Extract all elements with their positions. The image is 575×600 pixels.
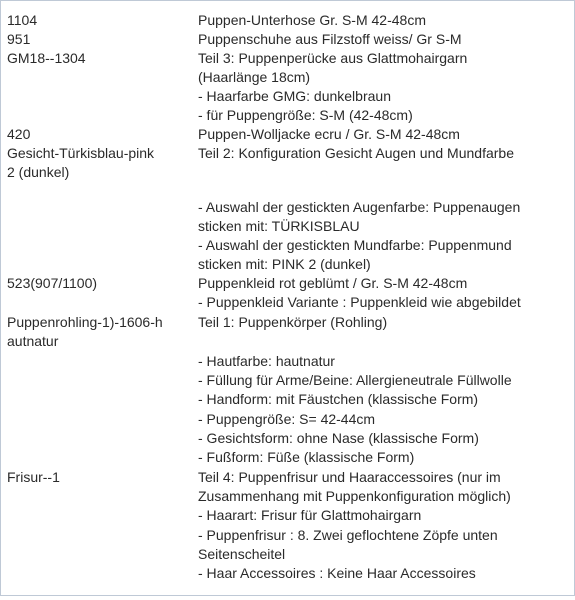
item-description-line: - Gesichtsform: ohne Nase (klassische Form) (198, 430, 479, 446)
item-description-line: - Handform: mit Fäustchen (klassische Form) (198, 391, 479, 407)
item-code: Gesicht-Türkisblau-pink (7, 145, 155, 161)
item-description-line: Puppen-Wolljacke ecru / Gr. S-M 42-48cm (198, 126, 460, 142)
item-description-line: - für Puppengröße: S-M (42-48cm) (198, 107, 413, 123)
item-description-line: - Haar Accessoires : Keine Haar Accessoires (198, 565, 476, 581)
item-description-line: - Fußform: Füße (klassische Form) (198, 449, 415, 465)
item-code-continued: 2 (dunkel) (7, 164, 70, 180)
item-code: 523(907/1100) (7, 275, 98, 291)
item-description-line: - Haarfarbe GMG: dunkelbraun (198, 88, 391, 104)
item-code-continued: autnatur (7, 333, 59, 349)
item-code: Puppenrohling-1)-1606-h (7, 314, 163, 330)
item-description-line: sticken mit: PINK 2 (dunkel) (198, 256, 371, 272)
item-description-line: Teil 1: Puppenkörper (Rohling) (198, 314, 388, 330)
item-description-line: Puppenkleid rot geblümt / Gr. S-M 42-48cm (198, 275, 468, 291)
item-description-line: - Hautfarbe: hautnatur (198, 353, 335, 369)
item-code: 420 (7, 126, 31, 142)
item-description-line: Puppenschuhe aus Filzstoff weiss/ Gr S-M (198, 31, 462, 47)
item-description-line: - Puppenkleid Variante : Puppenkleid wie abgebildet (198, 294, 521, 310)
item-description-line: Puppen-Unterhose Gr. S-M 42-48cm (198, 12, 426, 28)
item-code: 1104 (7, 12, 38, 28)
item-description-line: - Haarart: Frisur für Glattmohairgarn (198, 507, 422, 523)
item-description-line: Teil 4: Puppenfrisur und Haaraccessoires (nur im (198, 469, 501, 485)
item-description-line: Seitenscheitel (198, 546, 286, 562)
item-code: Frisur--1 (7, 469, 60, 485)
item-description-line: Teil 2: Konfiguration Gesicht Augen und Mundfarbe (198, 145, 514, 161)
item-description-line: - Puppengröße: S= 42-44cm (198, 411, 376, 427)
item-code: 951 (7, 31, 31, 47)
item-description-line: - Füllung für Arme/Beine: Allergieneutrale Füllwolle (198, 372, 512, 388)
item-description-line: Zusammenhang mit Puppenkonfiguration möglich) (198, 488, 511, 504)
item-description-line: sticken mit: TÜRKISBLAU (198, 218, 360, 234)
item-description-line: - Auswahl der gestickten Augenfarbe: Puppenaugen (198, 199, 521, 215)
item-description-line: (Haarlänge 18cm) (198, 69, 311, 85)
item-description-line: Teil 3: Puppenperücke aus Glattmohairgarn (198, 50, 468, 66)
item-description-line: - Auswahl der gestickten Mundfarbe: Puppenmund (198, 237, 512, 253)
item-code: GM18--1304 (7, 50, 86, 66)
item-description-line: - Puppenfrisur : 8. Zwei geflochtene Zöpfe unten (198, 527, 498, 543)
